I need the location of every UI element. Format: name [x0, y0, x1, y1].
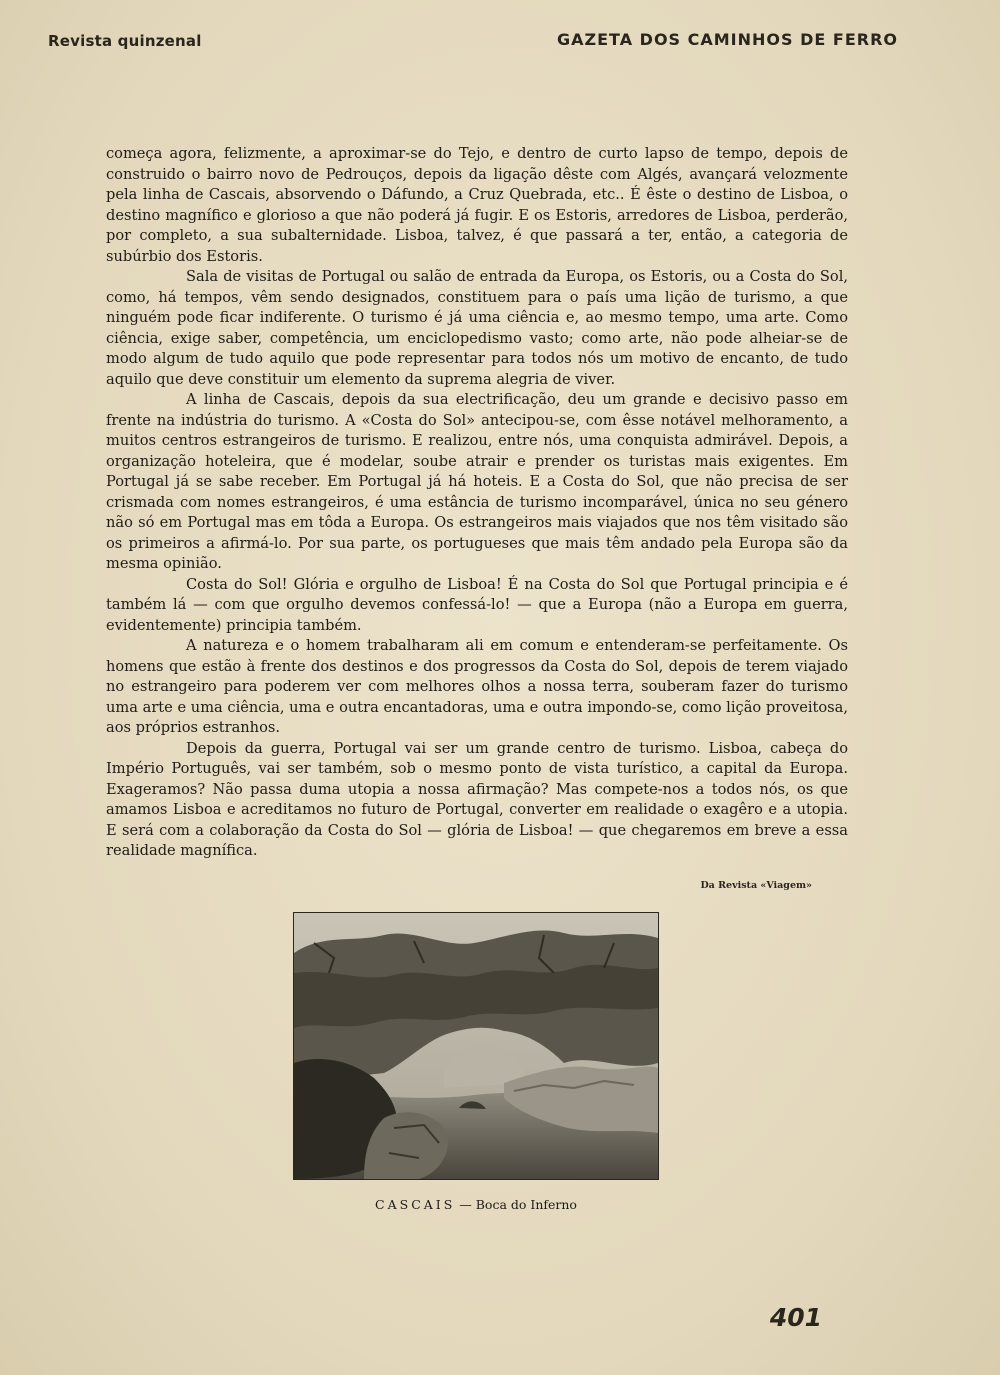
- paragraph-3: A linha de Cascais, depois da sua electrificação, deu um grande e decisivo passo em frente na indústria do turismo. A «Costa do Sol» antecipou-se, com êsse notável melhoramento, a muitos centros estrangeiros de turismo. E realizou, entre nós, uma conquista admirável. Depois, a organização hoteleira, que é modelar, soube atrair e prender os turistas mais exigentes. Em Portugal já se sabe receber. Em Portugal já há hoteis. E a Costa do Sol, que não precisa de ser crismada com nomes estrangeiros, é uma estância de turismo incomparável, única no seu género não só em Portugal mas em tôda a Europa. Os estrangeiros mais viajados que nos têm visitado são os primeiros a afirmá-lo. Por sua parte, os portugueses que mais têm andado pela Europa são da mesma opinião.: [106, 391, 848, 572]
- paragraph-1: começa agora, felizmente, a aproximar-se do Tejo, e dentro de curto lapso de tempo, depois de construido o bairro novo de Pedrouços, depois da ligação dêste com Algés, avançará velozmente pela linha de Cascais, absorvendo o Dáfundo, a Cruz Quebrada, etc.. É êste o destino de Lisboa, o destino magnífico e glorioso a que não poderá já fugir. E os Estoris, arredores de Lisboa, perderão, por completo, a sua subalternidade. Lisboa, talvez, é que passará a ter, então, a categoria de subúrbio dos Estoris.: [106, 145, 848, 265]
- paragraph-6: Depois da guerra, Portugal vai ser um grande centro de turismo. Lisboa, cabeça do Império Português, vai ser também, sob o mesmo ponto de vista turístico, a capital da Europa. Exageramos? Não passa duma utopia a nossa afirmação? Mas compete-nos a todos nós, os que amamos Lisboa e acreditamos no futuro de Portugal, converter em realidade o exagêro e a utopia. E será com a colaboração da Costa do Sol — glória de Lisboa! — que chegaremos em breve a essa realidade magnífica.: [106, 739, 848, 859]
- running-header-title: GAZETA DOS CAMINHOS DE FERRO: [556, 30, 898, 49]
- paragraph-4: Costa do Sol! Glória e orgulho de Lisboa! É na Costa do Sol que Portugal principia e é também lá — com que orgulho devemos confessá-lo! — que a Europa (não a Europa em guerra, evidentemente) principia também.: [106, 575, 848, 634]
- running-header-left: Revista quinzenal: [48, 32, 202, 50]
- paragraph-5: A natureza e o homem trabalharam ali em comum e entenderam-se perfeitamente. Os homens que estão à frente dos destinos e dos progressos da Costa do Sol, depois de terem viajado no estrangeiro para poderem ver com melhores olhos a nossa terra, souberam fazer do turismo uma arte e uma ciência, uma e outra encantadoras, uma e outra impondo-se, como lição proveitosa, aos próprios estranhos.: [106, 637, 848, 736]
- caption-description: — Boca do Inferno: [455, 1197, 577, 1212]
- photo-illustration: [294, 913, 658, 1179]
- paragraph-2: Sala de visitas de Portugal ou salão de entrada da Europa, os Estoris, ou a Costa do Sol, como, há tempos, vêm sendo designados, constituem para o país uma lição de turismo, a que ninguém pode ficar indiferente. O turismo é já uma ciência e, ao mesmo tempo, uma arte. Como ciência, exige saber, competência, um enciclopedismo vasto; como arte, não pode alheiar-se de modo algum de tudo aquilo que pode representar para todos nós um motivo de encanto, de tudo aquilo que deve constituir um elemento da suprema alegria de viver.: [106, 268, 848, 388]
- coastal-rock-arch-photo: [293, 912, 659, 1180]
- caption-place: CASCAIS: [375, 1197, 456, 1212]
- photo-caption: [293, 1197, 659, 1212]
- source-credit: Da Revista «Viagem»: [700, 880, 812, 891]
- article-body: [106, 144, 848, 862]
- page-number: 401: [769, 1303, 822, 1332]
